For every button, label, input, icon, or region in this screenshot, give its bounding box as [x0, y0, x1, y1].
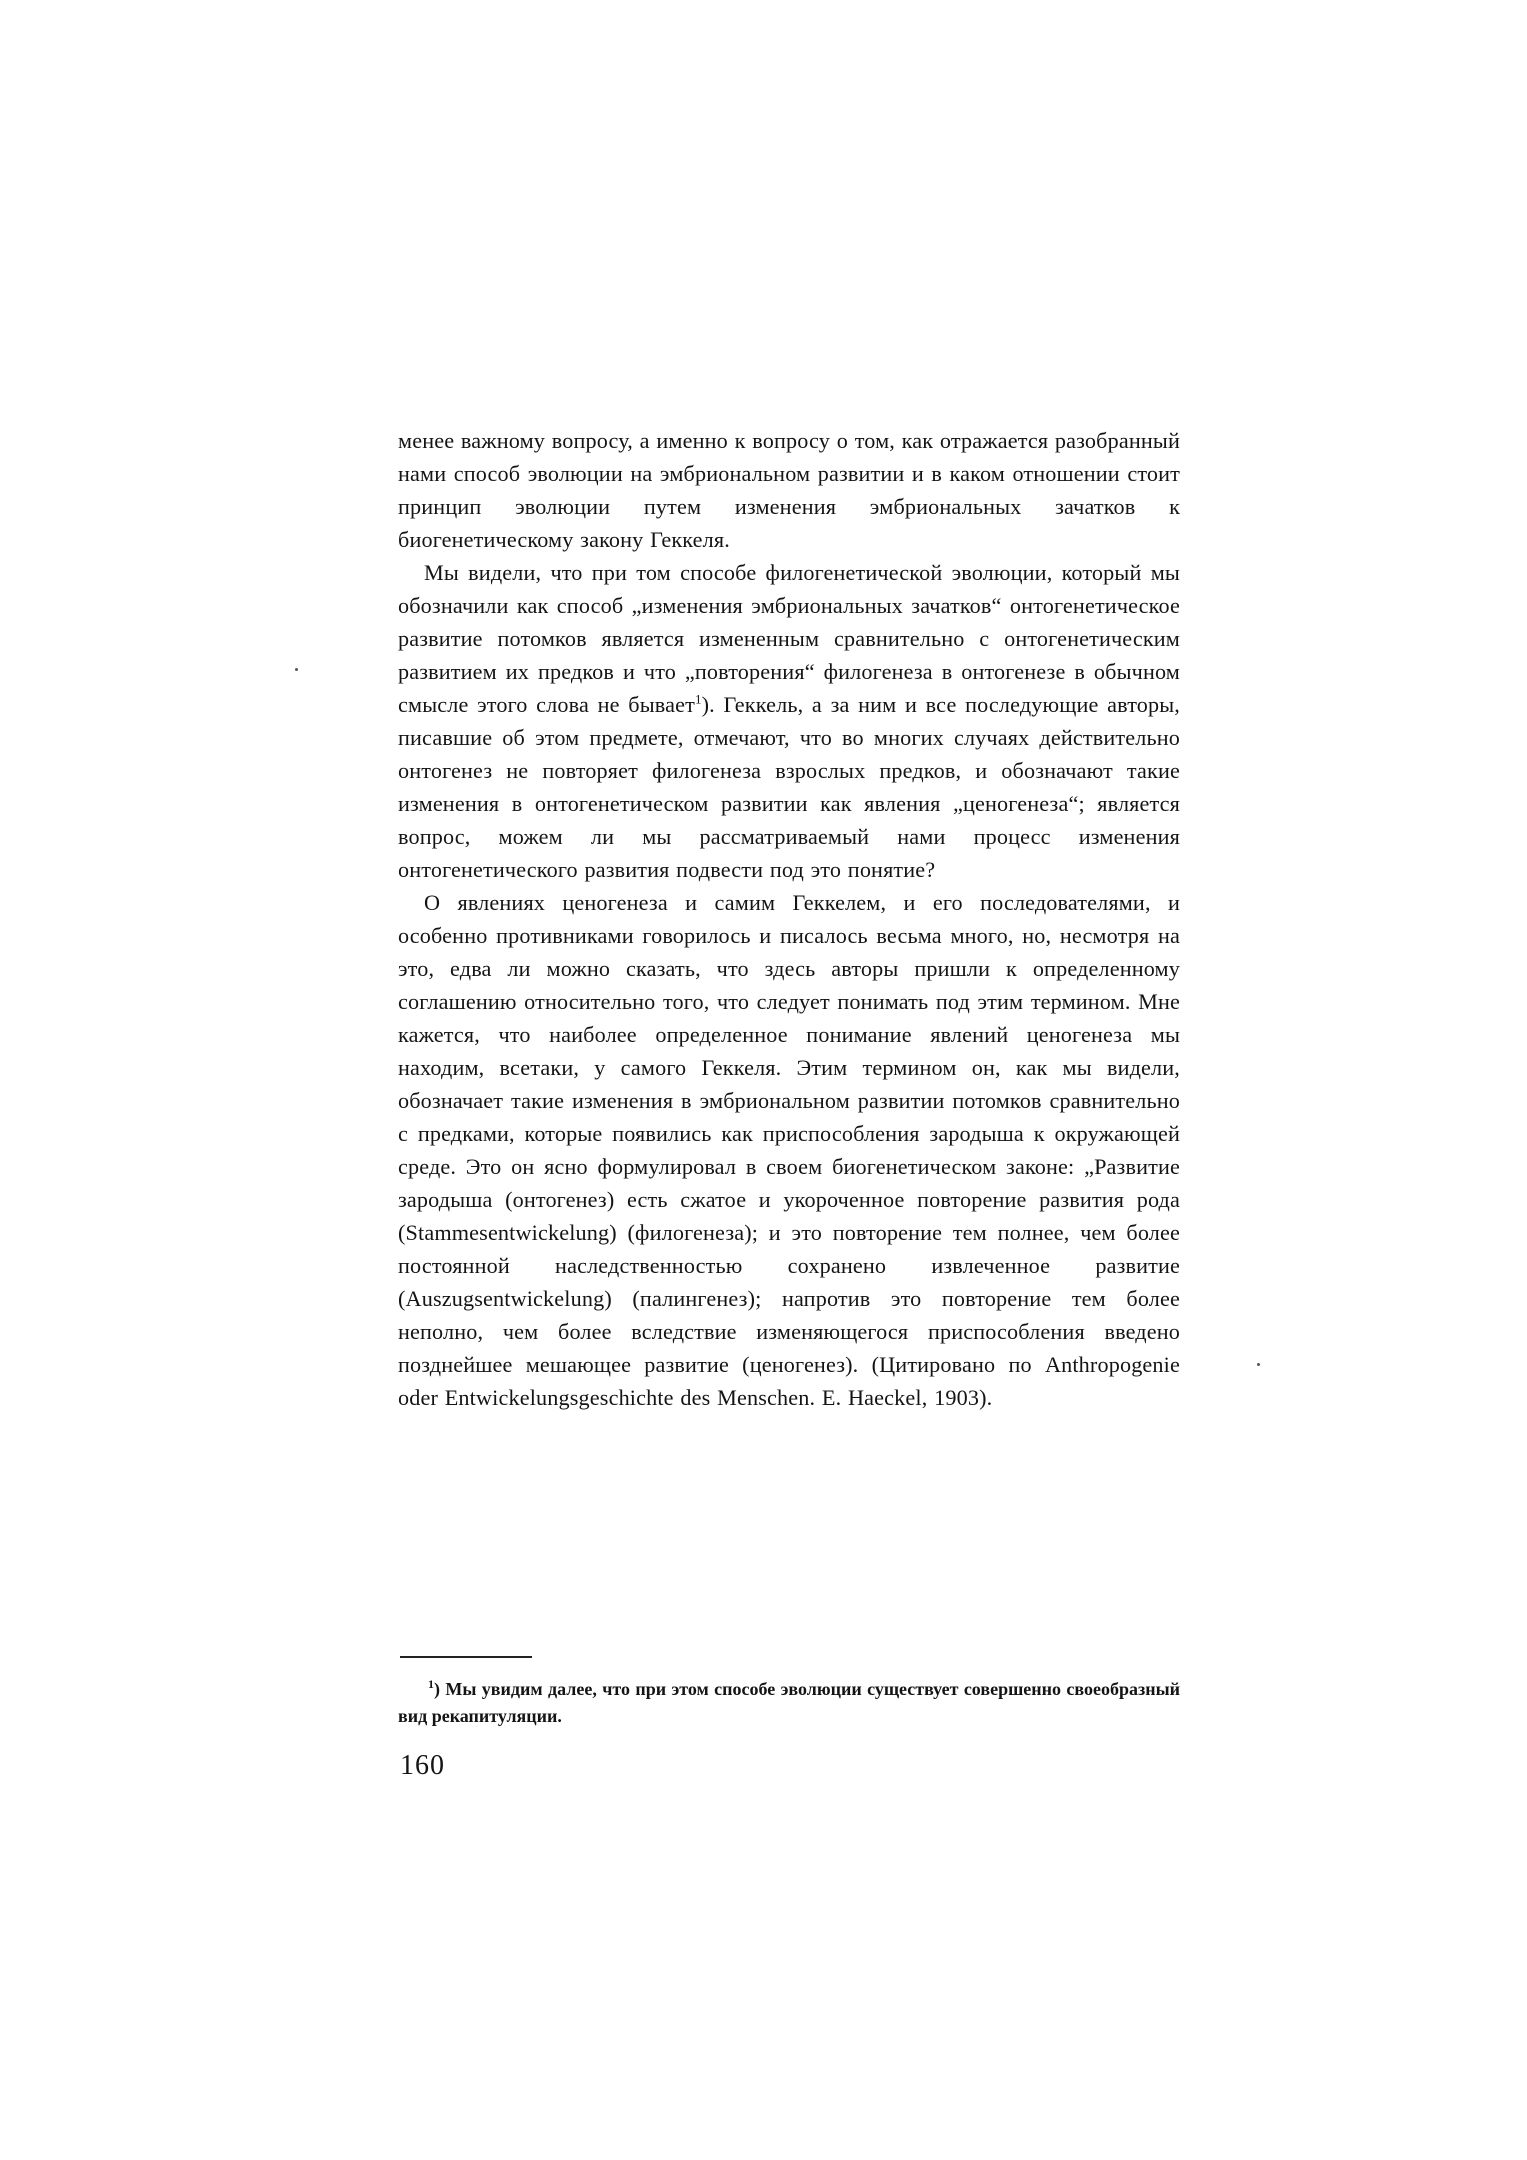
- scan-speck: [295, 668, 298, 671]
- paragraph-3: О явлениях ценогенеза и самим Геккелем, и его последователями, и особенно противниками говорилось и писалось весьма много, но, несмотря на это, едва ли можно сказать, что здесь авторы пришли к определенному соглашению относительно того, что следует понимать под этим термином. Мне кажется, что наиболее определенное понимание явлений ценогенеза мы находим, всетаки, у самого Геккеля. Этим термином он, как мы видели, обозначает такие изменения в эмбриональном развитии потомков сравнительно с предками, которые появились как приспособления зародыша к окружающей среде. Это он ясно формулировал в своем биогенетическом законе: „Развитие зародыша (онтогенез) есть сжатое и укороченное повторение развития рода (Stammesentwickelung) (филогенеза); и это повторение тем полнее, чем более постоянной наследственностью сохранено извлеченное развитие (Auszugsentwickelung) (палингенез); напротив это повторение тем более неполно, чем более вследствие изменяющегося приспособления введено позднейшее мешающее развитие (ценогенез). (Цитировано по Anthropogenie oder Entwickelungsgeschichte des Menschen. E. Haeckel, 1903).: [398, 890, 1180, 1410]
- footnote: [398, 1676, 1180, 1730]
- footnote-mark-suffix: ): [434, 1679, 440, 1699]
- page-number: 160: [400, 1750, 445, 1781]
- footnote-number: 1: [428, 1677, 434, 1691]
- paragraph-2-text: Мы видели, что при том способе филогенетической эволюции, который мы обозначили как способ „изменения эмбриональных зачатков“ онтогенетическое развитие потомков является измененным сравнительно с онтогенетическим развитием их предков и что „повторения“ филогенеза в онтогенезе в обычном смысле этого слова не бывает: [398, 560, 1180, 717]
- main-text: [398, 424, 1180, 1414]
- footnote-text: Мы увидим далее, что при этом способе эволюции существует совершенно своеобразный вид рекапитуляции.: [398, 1679, 1180, 1726]
- footnote-divider: [400, 1656, 532, 1658]
- scan-speck: [1257, 1363, 1260, 1366]
- paragraph-2: [398, 556, 1180, 886]
- paragraph-2-rest: Геккель, а за ним и все последующие авторы, писавшие об этом предмете, отмечают, что во многих случаях действительно онтогенез не повторяет филогенеза взрослых предков, и обозначают такие изменения в онтогенетическом развитии как явления „ценогенеза“; является вопрос, можем ли мы рассматриваемый нами процесс изменения онтогенетического развития подвести под это понятие?: [398, 692, 1181, 882]
- paragraph-1: менее важному вопросу, а именно к вопросу о том, как отражается разобранный нами способ эволюции на эмбриональном развитии и в каком отношении стоит принцип эволюции путем изменения эмбриональных зачатков к биогенетическому закону Геккеля.: [398, 428, 1180, 552]
- footnote-reference[interactable]: 1: [694, 691, 702, 707]
- paragraph-2-close: ).: [701, 692, 715, 717]
